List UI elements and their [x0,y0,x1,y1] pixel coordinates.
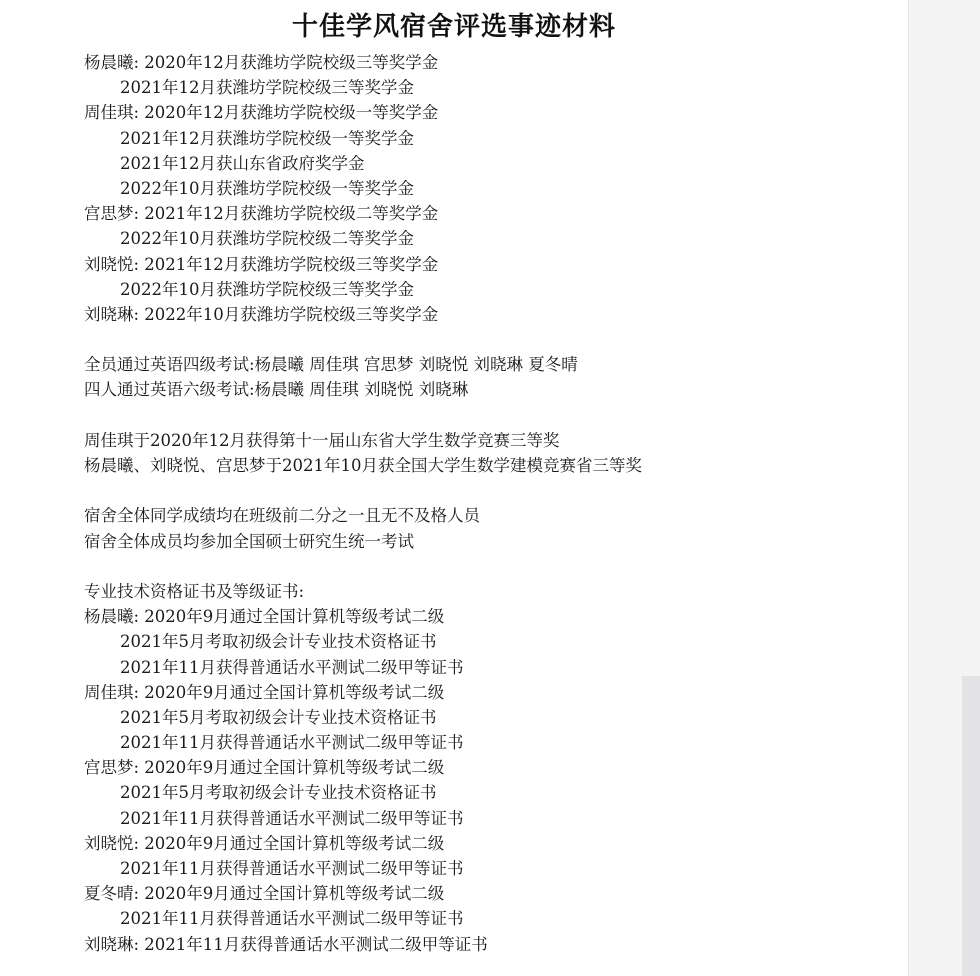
scholarship-line: 2021年12月获潍坊学院校级三等奖学金 [120,78,414,98]
certificate-line: 杨晨曦: 2020年9月通过全国计算机等级考试二级 [84,607,445,627]
certificate-line: 2021年5月考取初级会计专业技术资格证书 [120,632,437,652]
document-title: 十佳学风宿舍评选事迹材料 [291,12,616,42]
academic-line: 宿舍全体成员均参加全国硕士研究生统一考试 [84,531,414,551]
section-gap [84,554,884,579]
certificate-heading: 专业技术资格证书及等级证书: [84,581,305,601]
section-gap [84,478,884,503]
certificate-line: 2021年11月获得普通话水平测试二级甲等证书 [120,859,464,878]
scholarship-line: 2021年12月获山东省政府奖学金 [120,153,365,173]
scholarship-line: 2021年12月获潍坊学院校级一等奖学金 [120,128,414,148]
scholarship-section [84,50,884,327]
scholarship-line: 杨晨曦: 2020年12月获潍坊学院校级三等奖学金 [84,53,439,72]
certificate-line: 2021年5月考取初级会计专业技术资格证书 [120,707,437,727]
certificate-line: 2021年11月获得普通话水平测试二级甲等证书 [120,808,464,828]
certificate-section [84,579,884,957]
english-exam-line: 四人通过英语六级考试:杨晨曦 周佳琪 刘晓悦 刘晓琳 [84,380,469,400]
scholarship-line: 2022年10月获潍坊学院校级二等奖学金 [120,229,414,249]
scholarship-line: 刘晓悦: 2021年12月获潍坊学院校级三等奖学金 [84,254,439,274]
certificate-line: 夏冬晴: 2020年9月通过全国计算机等级考试二级 [84,884,445,904]
document-body [84,50,884,957]
scholarship-line: 2022年10月获潍坊学院校级三等奖学金 [120,279,414,299]
competition-line: 周佳琪于2020年12月获得第十一届山东省大学生数学竞赛三等奖 [84,430,560,450]
certificate-line: 2021年5月考取初级会计专业技术资格证书 [120,783,437,803]
scholarship-line: 刘晓琳: 2022年10月获潍坊学院校级三等奖学金 [84,304,439,324]
section-gap [84,327,884,352]
certificate-line: 刘晓悦: 2020年9月通过全国计算机等级考试二级 [84,833,445,853]
competition-line: 杨晨曦、刘晓悦、宫思梦于2021年10月获全国大学生数学建模竞赛省三等奖 [84,456,642,475]
scrollbar-thumb[interactable] [962,676,980,976]
section-gap [84,403,884,428]
competition-section [84,428,884,478]
certificate-line: 2021年11月获得普通话水平测试二级甲等证书 [120,657,464,677]
certificate-line: 2021年11月获得普通话水平测试二级甲等证书 [120,909,464,929]
certificate-line: 周佳琪: 2020年9月通过全国计算机等级考试二级 [84,682,445,702]
academic-section [84,503,884,553]
english-exam-section [84,352,884,402]
certificate-line: 刘晓琳: 2021年11月获得普通话水平测试二级甲等证书 [84,934,488,954]
scholarship-line: 周佳琪: 2020年12月获潍坊学院校级一等奖学金 [84,103,439,123]
scholarship-line: 2022年10月获潍坊学院校级一等奖学金 [120,178,414,198]
certificate-line: 2021年11月获得普通话水平测试二级甲等证书 [120,733,464,753]
scholarship-line: 宫思梦: 2021年12月获潍坊学院校级二等奖学金 [84,204,439,224]
english-exam-line: 全员通过英语四级考试:杨晨曦 周佳琪 宫思梦 刘晓悦 刘晓琳 夏冬晴 [84,355,578,375]
certificate-line: 宫思梦: 2020年9月通过全国计算机等级考试二级 [84,758,445,778]
academic-line: 宿舍全体同学成绩均在班级前二分之一且无不及格人员 [84,506,480,526]
